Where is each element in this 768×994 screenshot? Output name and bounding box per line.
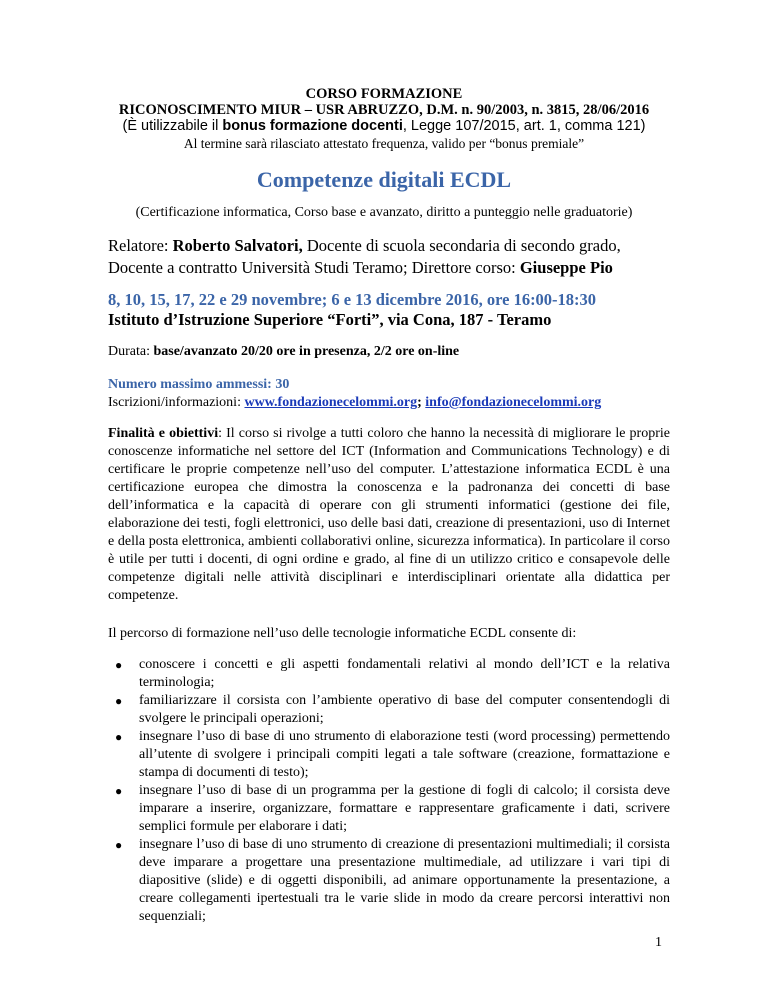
schedule-block [108,290,670,330]
email-link[interactable]: info@fondazionecelommi.org [425,395,602,410]
enrollment-block: Numero massimo ammessi: 30 Iscrizioni/informazioni: www.fondazionecelommi.org; info@fondazionecelommi.org [108,376,670,412]
course-dates: 8, 10, 15, 17, 22 e 29 novembre; 6 e 13 dicembre 2016, ore 16:00-18:30 [108,290,597,309]
page-subtitle: (Certificazione informatica, Corso base e avanzato, diritto a punteggio nelle graduatorie) [135,205,633,220]
duration-line: Durata: base/avanzato 20/20 ore in presenza, 2/2 ore on-line [108,344,460,359]
bullet-icon: ● [115,838,123,852]
relatore-paragraph: Relatore: Roberto Salvatori, Docente di scuola secondaria di secondo grado, Docente a contratto Università Studi Teramo; Direttore corso: Giuseppe Pio [108,236,621,277]
objectives-list [108,656,670,926]
page-number: 1 [655,935,662,950]
bullet-icon: ● [115,658,123,672]
list-item: ● conoscere i concetti e gli aspetti fondamentali relativi al mondo dell’ICT e la relativa terminologia; [115,657,670,690]
page-title: Competenze digitali ECDL [256,167,512,192]
header-line-3: (È utilizzabile il bonus formazione docenti, Legge 107/2015, art. 1, comma 121) [122,118,646,134]
bullet-icon: ● [115,694,123,708]
intro-line: Il percorso di formazione nell’uso delle tecnologie informatiche ECDL consente di: [108,626,577,641]
list-item: ● insegnare l’uso di base di uno strumento di elaborazione testi (word processing) permettendo all’utente di svolgere i principali compiti legati a tale software (creazione, formattazione e stampa di documenti di testo); [115,729,670,780]
list-item: ● insegnare l’uso di base di un programma per la gestione di fogli di calcolo; il corsista deve imparare a inserire, organizzare, formattare e rappresentare graficamente i dati, scrivere semplici formule per elaborare i dati; [115,783,670,834]
max-participants: Numero massimo ammessi: 30 [108,377,290,392]
course-location: Istituto d’Istruzione Superiore “Forti”, via Cona, 187 - Teramo [108,310,552,329]
website-link[interactable]: www.fondazionecelommi.org [244,395,418,410]
header-line-2: RICONOSCIMENTO MIUR – USR ABRUZZO, D.M. n. 90/2003, n. 3815, 28/06/2016 [118,102,650,118]
header-line-1: CORSO FORMAZIONE [305,86,463,102]
list-item: ● insegnare l’uso di base di uno strumento di creazione di presentazioni multimediali; il corsista deve imparare a progettare una presentazione multimediale, ad utilizzare i vari tipi di diapositive (slide) e di oggetti disponibili, ad animare opportunamente la presentazione, a creare collegamenti ipertestuali tra le varie slide in modo da creare percorsi interattivi non sequenziali; [115,837,670,924]
list-item: ● familiarizzare il corsista con l’ambiente operativo di base del computer consentendogli di svolgere le principali operazioni; [115,693,670,726]
bullet-icon: ● [115,730,123,744]
objectives-paragraph: Finalità e obiettivi: Il corso si rivolge a tutti coloro che hanno la necessità di migliorare le proprie conoscenze informatiche nel settore del ICT (Information and Communications Technology) e di certificare le proprie competenze nell’uso del computer. L’attestazione informatica ECDL è una certificazione europea che dimostra la conoscenza e la padronanza dei concetti di base dell’informatica e la capacità di operare con gli strumenti informatici (gestione dei file, elaborazione dei testi, fogli elettronici, uso delle basi dati, creazione di presentazioni, uso di Internet e della posta elettronica, ambienti collaborativi online, sicurezza informatica). In particolare il corso è utile per tutti i docenti, di ogni ordine e grado, al fine di un utilizzo critico e consapevole delle competenze digitali nelle attività disciplinari e interdisciplinari orientate alla didattica per competenze. [108,426,670,603]
header-line-4: Al termine sarà rilasciato attestato frequenza, valido per “bonus premiale” [183,136,585,151]
bullet-icon: ● [115,784,123,798]
